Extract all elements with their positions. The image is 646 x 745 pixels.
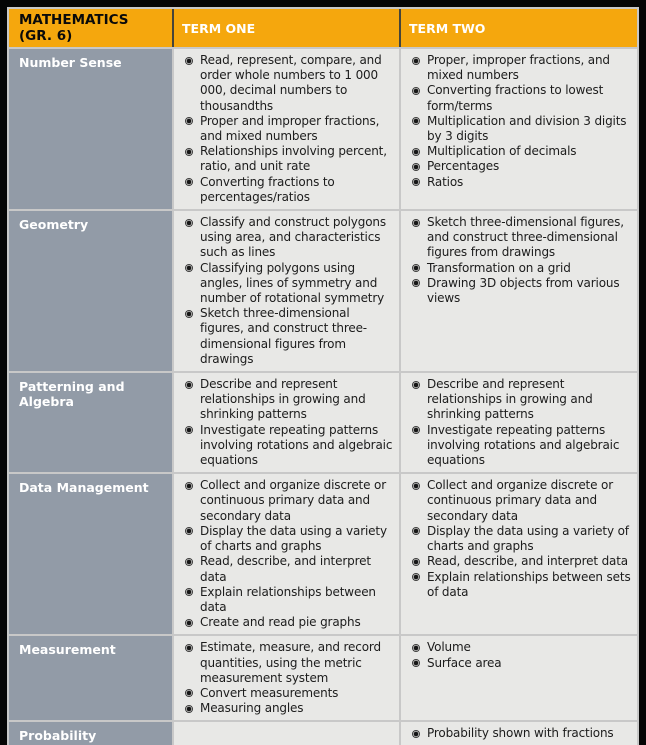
bullet-icon — [412, 87, 420, 95]
curriculum-table — [7, 7, 639, 745]
bullet-icon — [412, 219, 420, 227]
curriculum-item — [183, 686, 393, 701]
item-text: Read, describe, and interpret data — [427, 554, 628, 569]
item-text: Transformation on a grid — [427, 260, 571, 275]
item-list — [410, 215, 631, 306]
bullet-icon — [412, 644, 420, 652]
bullet-icon — [412, 178, 420, 186]
curriculum-item — [183, 215, 393, 261]
bullet-icon — [412, 57, 420, 65]
bullet-icon — [412, 264, 420, 272]
strand-label-patterning-and-algebra: Patterning and Algebra — [9, 373, 172, 472]
bullet-icon — [412, 117, 420, 125]
column-header-term-two: TERM TWO — [401, 9, 637, 47]
item-text: Create and read pie graphs — [200, 615, 361, 630]
bullet-icon — [185, 310, 193, 318]
item-text: Investigate repeating patterns involving rotations and algebraic equations — [200, 422, 393, 468]
patterning-and-algebra-term_one-cell — [174, 373, 399, 472]
bullet-icon — [412, 659, 420, 667]
curriculum-item — [410, 114, 631, 144]
strand-label-data-management: Data Management — [9, 474, 172, 634]
item-text: Convert measurements — [200, 685, 339, 700]
bullet-icon — [185, 588, 193, 596]
strand-label-number-sense: Number Sense — [9, 49, 172, 209]
strand-label-measurement: Measurement — [9, 636, 172, 720]
bullet-icon — [185, 117, 193, 125]
number-sense-term_two-cell — [401, 49, 637, 209]
item-text: Surface area — [427, 655, 502, 670]
curriculum-item — [410, 159, 631, 174]
item-text: Proper, improper fractions, and mixed numbers — [427, 53, 610, 83]
curriculum-item — [410, 554, 631, 569]
item-text: Read, represent, compare, and order whole numbers to 1 000 000, decimal numbers to thousandths — [200, 53, 382, 113]
curriculum-item — [410, 53, 631, 83]
bullet-icon — [185, 426, 193, 434]
item-list — [183, 640, 393, 716]
item-text: Describe and represent relationships in growing and shrinking patterns — [200, 377, 366, 422]
curriculum-item — [410, 261, 631, 276]
geometry-term_one-cell — [174, 211, 399, 371]
curriculum-item — [410, 478, 631, 524]
data-management-term_one-cell — [174, 474, 399, 634]
strand-label-probability: Probability — [9, 722, 172, 745]
bullet-icon — [185, 381, 193, 389]
item-list — [183, 53, 393, 205]
curriculum-item — [183, 701, 393, 716]
item-text: Estimate, measure, and record quantities, using the metric measurement system — [200, 640, 381, 685]
bullet-icon — [412, 527, 420, 535]
bullet-icon — [185, 264, 193, 272]
item-list — [410, 53, 631, 190]
item-text: Collect and organize discrete or continuous primary data and secondary data — [200, 478, 386, 523]
probability-term_one-cell — [174, 722, 399, 745]
curriculum-item — [183, 554, 393, 584]
item-text: Explain relationships between data — [200, 584, 376, 614]
bullet-icon — [185, 527, 193, 535]
item-text: Volume — [427, 640, 471, 655]
table-title: MATHEMATICS (GR. 6) — [9, 9, 172, 47]
item-text: Display the data using a variety of charts and graphs — [200, 523, 387, 554]
item-text: Sketch three-dimensional figures, and construct three-dimensional figures from drawings — [200, 306, 367, 366]
item-text: Investigate repeating patterns involving rotations and algebraic equations — [427, 422, 620, 468]
curriculum-item — [410, 215, 631, 261]
item-text: Sketch three-dimensional figures, and construct three-dimensional figures from drawings — [427, 215, 624, 260]
item-list — [410, 640, 631, 670]
bullet-icon — [185, 148, 193, 156]
item-list — [183, 215, 393, 367]
item-text: Measuring angles — [200, 701, 304, 716]
bullet-icon — [412, 279, 420, 287]
item-text: Describe and represent relationships in growing and shrinking patterns — [427, 377, 593, 422]
patterning-and-algebra-term_two-cell — [401, 373, 637, 472]
item-text: Multiplication and division 3 digits by 3 digits — [427, 113, 627, 144]
curriculum-item — [183, 144, 393, 174]
bullet-icon — [185, 619, 193, 627]
bullet-icon — [185, 482, 193, 490]
item-text: Probability shown with fractions — [427, 726, 614, 741]
item-text: Converting fractions to lowest form/terms — [427, 83, 604, 113]
item-text: Drawing 3D objects from various views — [427, 275, 620, 306]
curriculum-item — [410, 726, 631, 741]
bullet-icon — [185, 689, 193, 697]
item-list — [410, 478, 631, 600]
curriculum-item — [410, 640, 631, 655]
bullet-icon — [185, 644, 193, 652]
bullet-icon — [185, 178, 193, 186]
probability-term_two-cell — [401, 722, 637, 745]
measurement-term_one-cell — [174, 636, 399, 720]
item-text: Display the data using a variety of charts and graphs — [427, 523, 629, 554]
item-text: Converting fractions to percentages/ratios — [200, 174, 335, 204]
bullet-icon — [412, 573, 420, 581]
curriculum-item — [410, 83, 631, 113]
item-text: Proper and improper fractions, and mixed numbers — [200, 113, 380, 144]
curriculum-item — [183, 615, 393, 630]
curriculum-item — [183, 261, 393, 307]
bullet-icon — [185, 705, 193, 713]
item-text: Read, describe, and interpret data — [200, 554, 371, 584]
curriculum-item — [183, 175, 393, 205]
bullet-icon — [412, 482, 420, 490]
curriculum-item — [410, 423, 631, 469]
item-text: Classify and construct polygons using area, and characteristics such as lines — [200, 215, 386, 260]
curriculum-item — [183, 377, 393, 423]
curriculum-item — [410, 377, 631, 423]
item-text: Collect and organize discrete or continuous primary data and secondary data — [427, 478, 613, 523]
measurement-term_two-cell — [401, 636, 637, 720]
curriculum-item — [410, 570, 631, 600]
strand-label-geometry: Geometry — [9, 211, 172, 371]
curriculum-item — [410, 175, 631, 190]
bullet-icon — [185, 219, 193, 227]
item-text: Relationships involving percent, ratio, and unit rate — [200, 144, 387, 174]
bullet-icon — [412, 426, 420, 434]
bullet-icon — [412, 558, 420, 566]
curriculum-item — [183, 524, 393, 554]
item-list — [410, 726, 631, 741]
curriculum-item — [410, 524, 631, 554]
item-list — [183, 478, 393, 630]
bullet-icon — [185, 57, 193, 65]
bullet-icon — [412, 730, 420, 738]
curriculum-item — [410, 144, 631, 159]
curriculum-item — [410, 276, 631, 306]
bullet-icon — [412, 381, 420, 389]
item-text: Multiplication of decimals — [427, 144, 577, 159]
item-text: Ratios — [427, 174, 464, 189]
curriculum-item — [183, 585, 393, 615]
item-text: Classifying polygons using angles, lines of symmetry and number of rotational symmetry — [200, 260, 385, 306]
curriculum-item — [183, 478, 393, 524]
bullet-icon — [185, 558, 193, 566]
item-list — [183, 377, 393, 468]
column-header-term-one: TERM ONE — [174, 9, 399, 47]
data-management-term_two-cell — [401, 474, 637, 634]
geometry-term_two-cell — [401, 211, 637, 371]
curriculum-item — [183, 114, 393, 144]
item-text: Percentages — [427, 159, 500, 174]
curriculum-item — [183, 640, 393, 686]
item-text: Explain relationships between sets of data — [427, 569, 631, 599]
curriculum-item — [183, 423, 393, 469]
curriculum-item — [183, 53, 393, 114]
bullet-icon — [412, 148, 420, 156]
bullet-icon — [412, 163, 420, 171]
item-list — [410, 377, 631, 468]
curriculum-item — [183, 306, 393, 367]
number-sense-term_one-cell — [174, 49, 399, 209]
curriculum-item — [410, 656, 631, 671]
